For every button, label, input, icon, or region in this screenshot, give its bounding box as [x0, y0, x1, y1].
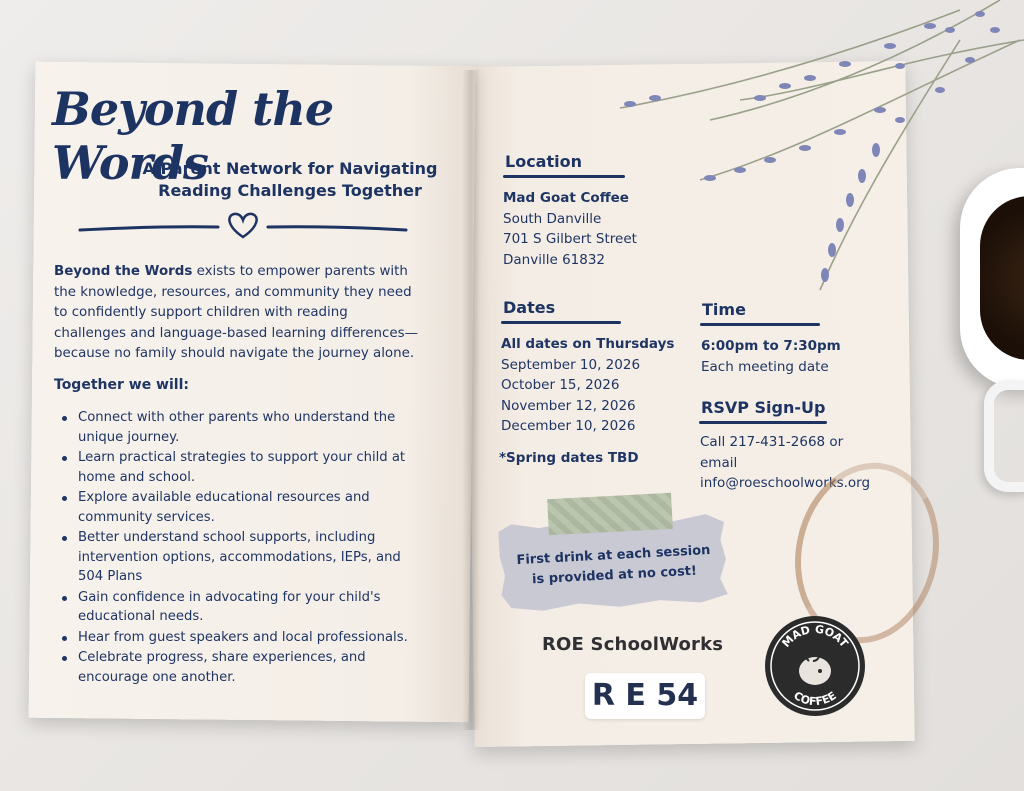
intro-line-rest: exists to empower parents with	[192, 264, 408, 279]
date-item: November 12, 2026	[501, 397, 636, 414]
location-underline	[503, 175, 625, 178]
mad-goat-coffee-logo	[764, 615, 866, 717]
rsvp-heading: RSVP Sign-Up	[701, 398, 826, 417]
list-item-line: Gain confidence in advocating for your child's	[78, 589, 381, 605]
washi-tape	[547, 493, 673, 535]
time-underline	[700, 323, 820, 326]
list-item-line: Better understand school supports, including	[78, 530, 376, 545]
intro-line: to confidently support children with reading	[54, 305, 348, 320]
location-area: South Danville	[503, 210, 602, 227]
rsvp-email-label: email	[700, 454, 738, 471]
time-value	[701, 336, 841, 357]
spring-dates-note	[499, 448, 639, 469]
list-item	[56, 588, 446, 627]
location-name	[503, 188, 637, 209]
location-block	[503, 188, 637, 270]
intro-line: because no family should navigate the journey alone.	[54, 346, 415, 361]
goals-list	[56, 408, 446, 688]
list-item-line: 504 Plans	[78, 569, 143, 584]
list-item-line: Hear from guest speakers and local professionals.	[78, 629, 408, 645]
list-item	[56, 528, 446, 587]
time-block	[701, 336, 841, 377]
intro-line: challenges and language-based learning differences—	[54, 325, 418, 341]
rsvp-email: info@roeschoolworks.org	[700, 475, 871, 491]
flyer-title: Beyond the Words	[52, 82, 334, 190]
list-item-line: Connect with other parents who understand the	[78, 410, 396, 425]
list-item	[56, 628, 446, 648]
roe54-logo: R E 54	[585, 673, 705, 719]
goat-logo-bottom-path: COFFEE	[791, 688, 839, 709]
location-name-text: Mad Goat Coffee	[503, 190, 629, 206]
time-value-text: 6:00pm to 7:30pm	[701, 338, 841, 354]
spring-dates-text: *Spring dates TBD	[499, 450, 639, 466]
dates-heading: Dates	[503, 298, 556, 317]
list-item	[56, 408, 446, 447]
coffee-liquid	[980, 196, 1024, 360]
dates-subheading	[501, 334, 674, 355]
list-item	[56, 448, 446, 487]
list-item-line: community services.	[78, 509, 215, 525]
dates-subheading-text: All dates on Thursdays	[501, 336, 675, 352]
list-item-line: Celebrate progress, share experiences, and	[78, 650, 366, 665]
list-item	[56, 488, 446, 527]
list-item-line: Explore available educational resources and	[78, 490, 370, 505]
book-gutter	[462, 70, 480, 730]
subtitle-line: Reading Challenges Together	[158, 181, 422, 200]
roe-schoolworks-logo: ROE SchoolWorks	[542, 634, 724, 655]
note-line: is provided at no cost!	[531, 563, 698, 588]
list-item	[56, 648, 446, 687]
location-heading: Location	[505, 152, 582, 171]
list-item-line: Learn practical strategies to support your child at	[78, 450, 406, 465]
list-item-line: educational needs.	[78, 609, 204, 624]
flyer-subtitle	[120, 158, 460, 202]
dates-underline	[501, 321, 621, 324]
intro-line: the knowledge, resources, and community they need	[54, 284, 412, 300]
time-note: Each meeting date	[701, 358, 829, 375]
rsvp-phone: Call 217-431-2668 or	[700, 434, 844, 450]
date-item: December 10, 2026	[501, 418, 636, 434]
list-item-line: home and school.	[78, 469, 196, 485]
intro-line	[54, 262, 444, 283]
time-heading: Time	[702, 300, 746, 319]
intro-bold: Beyond the Words	[54, 264, 193, 279]
list-item-line: unique journey.	[78, 429, 180, 445]
list-item-line: encourage one another.	[78, 669, 236, 685]
together-heading: Together we will:	[54, 377, 189, 393]
cup-handle	[984, 380, 1024, 492]
date-item: September 10, 2026	[501, 356, 641, 373]
intro-paragraph	[54, 262, 444, 365]
subtitle-line: A Parent Network for Navigating	[142, 159, 438, 178]
list-item-line: intervention options, accommodations, IEPs, and	[78, 549, 401, 565]
rsvp-underline	[699, 421, 827, 424]
goat-logo-top-path: MAD GOAT	[779, 622, 851, 650]
note-line: First drink at each session	[516, 542, 711, 569]
heart-divider-icon	[78, 210, 408, 240]
location-city: Danville 61832	[503, 251, 606, 268]
date-item: October 15, 2026	[501, 377, 620, 393]
location-street: 701 S Gilbert Street	[503, 231, 637, 247]
dates-block	[501, 334, 674, 437]
